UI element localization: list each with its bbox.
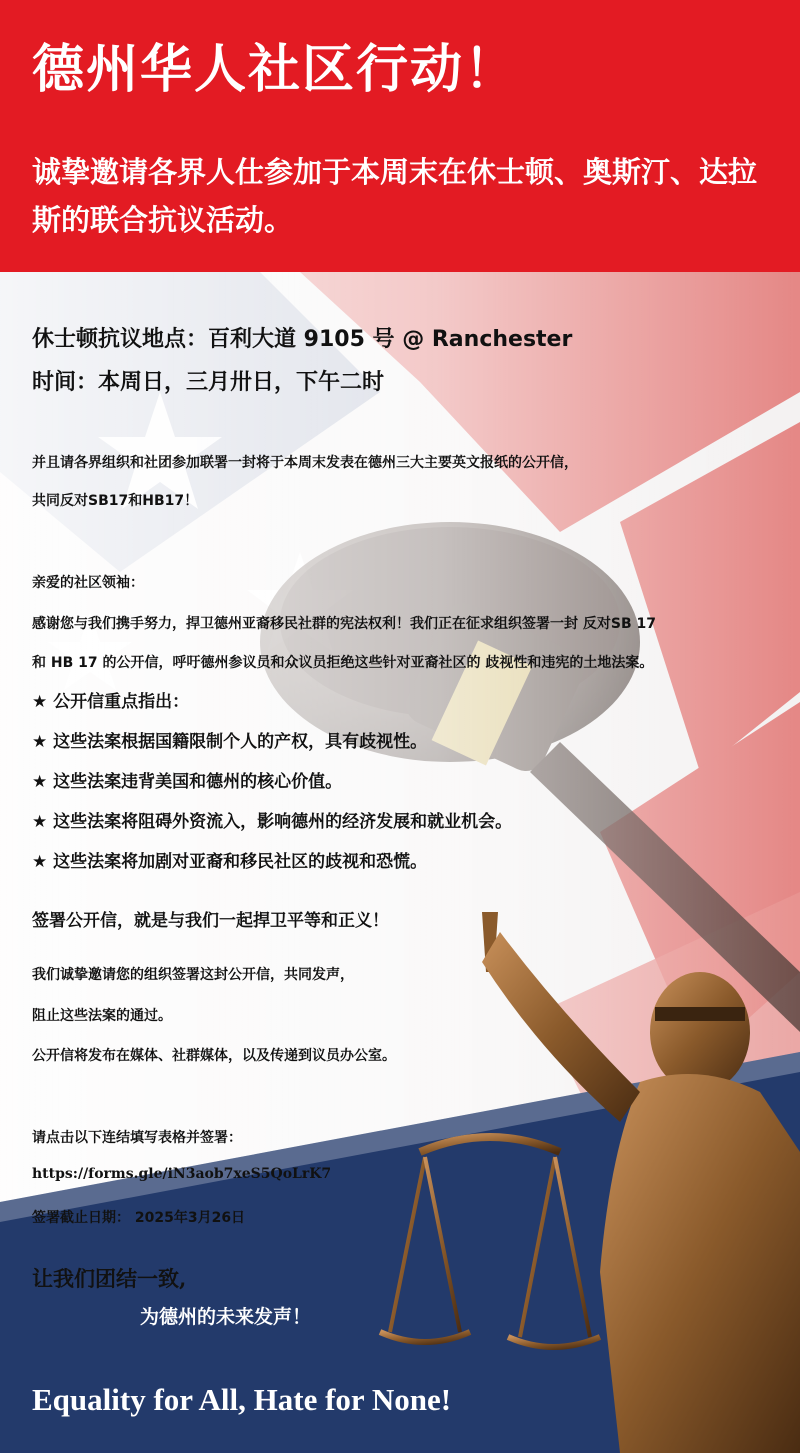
- point-item: ★ 这些法案根据国籍限制个人的产权，具有歧视性。: [32, 732, 428, 752]
- signup-url-link[interactable]: https://forms.gle/iN3aob7xeS5QoLrK7: [32, 1166, 332, 1182]
- event-time: 时间：本周日，三月卅日，下午二时: [32, 370, 385, 395]
- invite-line-2: 共同反对SB17和HB17！: [32, 493, 199, 509]
- header-banner: [0, 0, 800, 272]
- letter-body-1: 感谢您与我们携手努力，捍卫德州亚裔移民社群的宪法权利！我们正在征求组织签署一封 反对SB 17: [32, 616, 656, 632]
- points-heading: ★ 公开信重点指出：: [32, 692, 190, 712]
- signup-deadline: 签署截止日期： 2025年3月26日: [32, 1210, 246, 1226]
- page-title: 德州华人社区行动！: [32, 40, 519, 100]
- point-item: ★ 这些法案将阻碍外资流入，影响德州的经济发展和就业机会。: [32, 812, 513, 832]
- call-headline: 签署公开信，就是与我们一起捍卫平等和正义！: [32, 911, 389, 931]
- call-line-2: 阻止这些法案的通过。: [32, 1008, 172, 1024]
- letter-body-2: 和 HB 17 的公开信，呼吁德州参议员和众议员拒绝这些针对亚裔社区的 歧视性和违宪的土地法案。: [32, 655, 654, 671]
- page-subtitle: 诚挚邀请各界人仕参加于本周末在休士顿、奥斯汀、达拉斯的联合抗议活动。: [32, 155, 758, 237]
- call-line-1: 我们诚挚邀请您的组织签署这封公开信，共同发声，: [32, 967, 354, 983]
- event-location: 休士顿抗议地点：百利大道 9105 号 @ Ranchester: [32, 327, 573, 352]
- call-line-3: 公开信将发布在媒体、社群媒体，以及传递到议员办公室。: [32, 1048, 396, 1064]
- letter-greeting: 亲爱的社区领袖：: [32, 575, 144, 591]
- closing-line-1: 让我们团结一致,: [32, 1266, 187, 1291]
- point-item: ★ 这些法案违背美国和德州的核心价值。: [32, 772, 343, 792]
- invite-line-1: 并且请各界组织和社团参加联署一封将于本周末发表在德州三大主要英文报纸的公开信，: [32, 455, 578, 471]
- slogan: Equality for All, Hate for None!: [32, 1382, 452, 1417]
- closing-line-2: 为德州的未来发声！: [140, 1306, 312, 1328]
- point-item: ★ 这些法案将加剧对亚裔和移民社区的歧视和恐慌。: [32, 852, 428, 872]
- signup-prompt: 请点击以下连结填写表格并签署：: [32, 1130, 242, 1146]
